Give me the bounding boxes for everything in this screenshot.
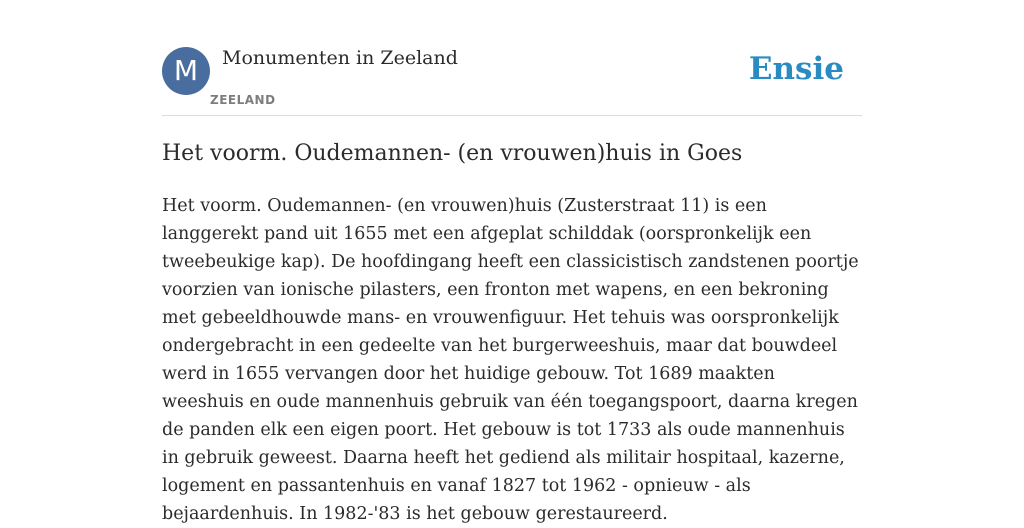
avatar[interactable]: M <box>162 47 210 95</box>
brand-logo[interactable]: Ensie <box>748 51 844 87</box>
site-subtitle[interactable]: ZEELAND <box>210 93 276 107</box>
article-title: Het voorm. Oudemannen- (en vrouwen)huis in Goes <box>162 141 743 166</box>
article-body: Het voorm. Oudemannen- (en vrouwen)huis (Zusterstraat 11) is een langgerekt pand uit 1655 met een afgeplat schilddak (oorspronkelijk een tweebeukige kap). De hoofdingang heeft een classicistisch zandstenen poortje voorzien van ionische pilasters, een fronton met wapens, en een bekroning met gebeeldhouwde mans- en vrouwenfiguur. Het tehuis was oorspronkelijk ondergebracht in een gedeelte van het burgerweeshuis, maar dat bouwdeel werd in 1655 vervangen door het huidige gebouw. Tot 1689 maakten weeshuis en oude mannenhuis gebruik van één toegangspoort, daarna kregen de panden elk een eigen poort. Het gebouw is tot 1733 als oude mannenhuis in gebruik geweest. Daarna heeft het gediend als militair hospitaal, kazerne, logement en passantenhuis en vanaf 1827 tot 1962 - opnieuw - als bejaardenhuis. In 1982-'83 is het gebouw gerestaureerd. <box>162 196 859 524</box>
divider <box>162 115 862 116</box>
header <box>162 47 862 115</box>
site-title[interactable]: Monumenten in Zeeland <box>222 47 458 69</box>
